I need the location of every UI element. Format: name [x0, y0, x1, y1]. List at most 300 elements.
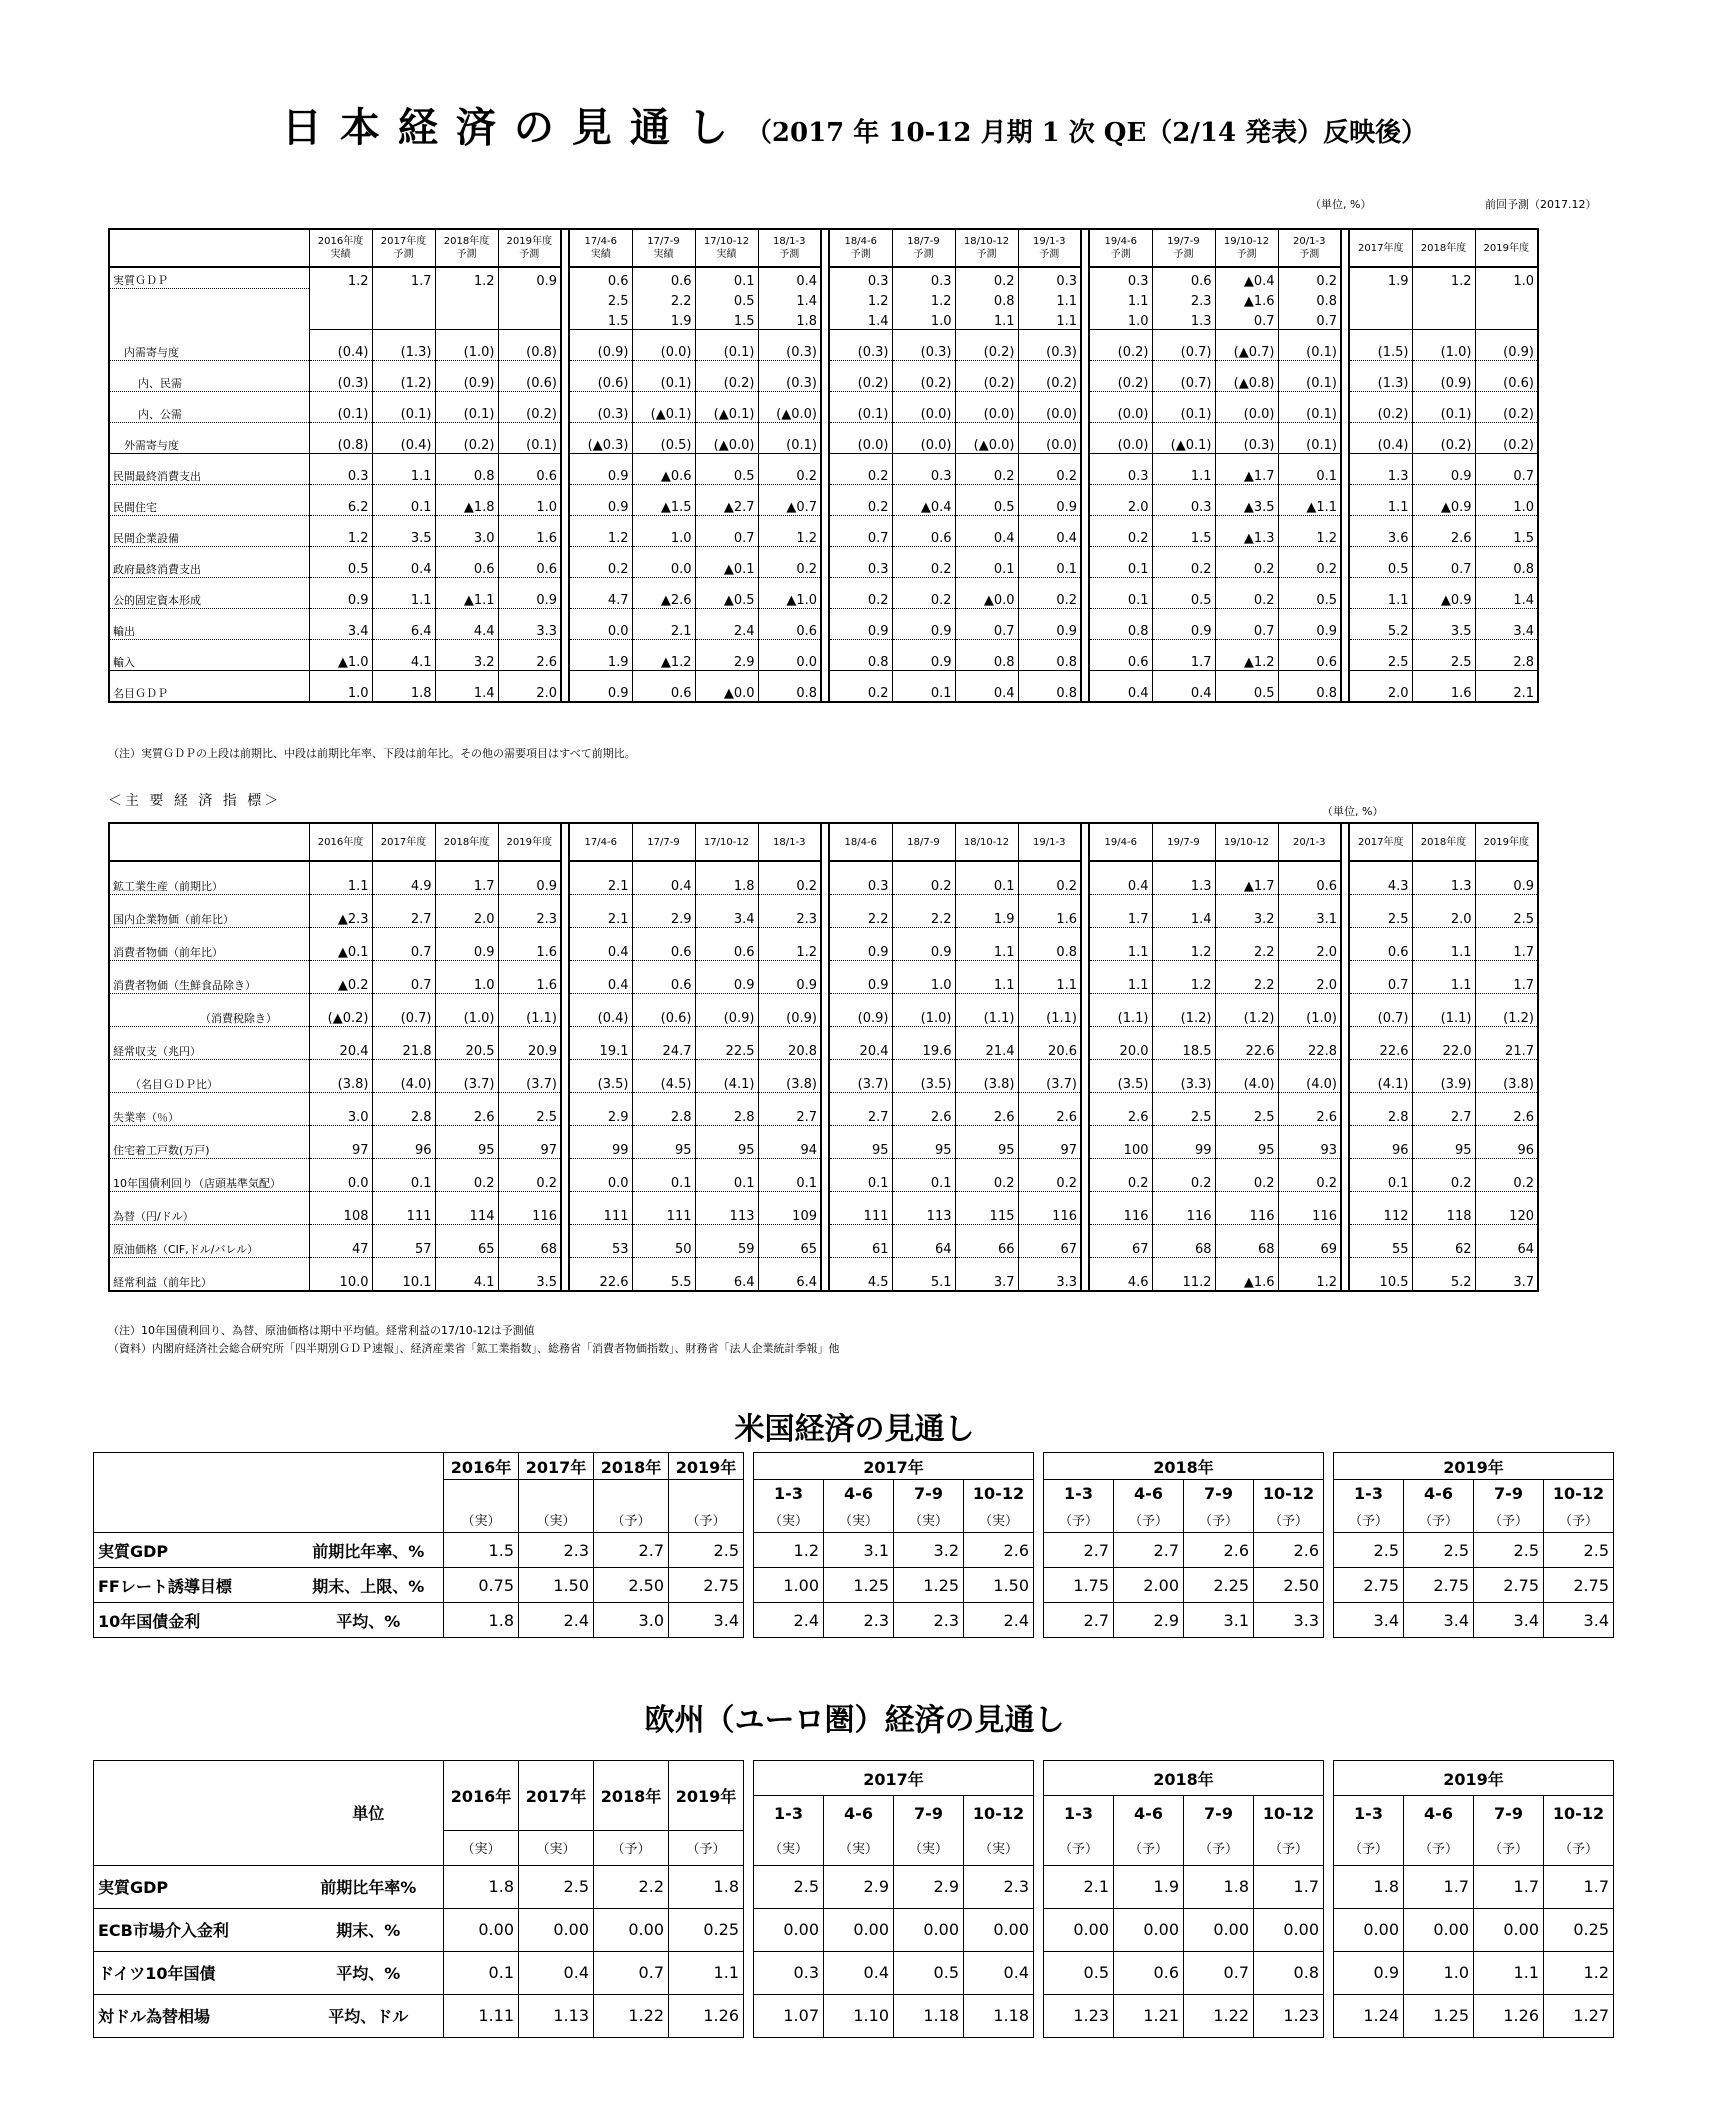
gdp-header-cell: 2019年度 予測 — [498, 229, 561, 267]
gap — [1341, 392, 1349, 423]
gdp-cell: 1.8 — [372, 671, 435, 703]
ind-cell: 0.2 — [955, 1159, 1018, 1192]
gap — [1341, 961, 1349, 994]
us-cell: 2.6 — [1184, 1533, 1254, 1568]
eu-cell: 0.5 — [1044, 1951, 1114, 1994]
us-cell: 3.2 — [894, 1533, 964, 1568]
ind-cell: 0.2 — [1215, 1159, 1278, 1192]
gdp-cell: 0.3 — [829, 547, 892, 578]
gdp-cell: ▲1.2 — [632, 640, 695, 671]
gap — [1081, 1093, 1089, 1126]
gdp-cell: 1.7 — [372, 267, 435, 289]
gdp-cell: (0.3) — [1215, 423, 1278, 454]
gdp-cell: ▲1.1 — [1278, 485, 1341, 516]
ind-cell: (1.2) — [1152, 994, 1215, 1027]
eu-cell: 0.7 — [1184, 1951, 1254, 1994]
ind-row — [109, 1258, 1538, 1292]
eu-cell: 0.3 — [754, 1951, 824, 1994]
eu-quarter: 1-3 — [1334, 1796, 1404, 1831]
ind-cell: 0.6 — [695, 928, 758, 961]
ind-cell: 0.1 — [829, 1159, 892, 1192]
us-quarter: 1-3 — [754, 1480, 824, 1507]
gap — [744, 1568, 754, 1603]
ind-cell: 1.7 — [1475, 961, 1538, 994]
gdp-cell: 0.0 — [632, 547, 695, 578]
us-cell: 2.50 — [594, 1568, 669, 1603]
gap — [744, 1603, 754, 1638]
ind-cell: ▲1.7 — [1215, 861, 1278, 895]
ind-row-label: 国内企業物価（前年比） — [109, 895, 309, 928]
ind-cell: 50 — [632, 1225, 695, 1258]
ind-header-cell: 19/7-9 — [1152, 823, 1215, 861]
us-quarter: 10-12 — [1254, 1480, 1324, 1507]
gdp-row — [109, 547, 1538, 578]
ind-cell: 2.9 — [632, 895, 695, 928]
ind-cell: 19.1 — [569, 1027, 632, 1060]
ind-cell: (0.4) — [569, 994, 632, 1027]
gdp-row — [109, 330, 1538, 361]
ind-header-cell: 2019年度 — [498, 823, 561, 861]
gdp-cell: (0.0) — [1018, 423, 1081, 454]
eu-cell: 0.00 — [594, 1908, 669, 1951]
eu-cell: 1.9 — [1114, 1865, 1184, 1908]
gap — [561, 1192, 569, 1225]
us-cell: 2.6 — [1254, 1533, 1324, 1568]
gdp-cell: 0.8 — [1089, 609, 1152, 640]
ind-cell: (3.7) — [435, 1060, 498, 1093]
ind-cell: 3.7 — [955, 1258, 1018, 1292]
ind-cell: 2.8 — [695, 1093, 758, 1126]
gdp-cell: ▲0.9 — [1412, 485, 1475, 516]
ind-header-cell: 19/4-6 — [1089, 823, 1152, 861]
eu-quarter-mark: （予） — [1044, 1830, 1114, 1865]
eu-cell: 0.00 — [1334, 1908, 1404, 1951]
gap — [1034, 1761, 1044, 1796]
ind-header-cell: 18/4-6 — [829, 823, 892, 861]
gdp-cell: 1.2 — [1278, 516, 1341, 547]
us-header-row — [94, 1453, 1614, 1480]
gdp-cell: 0.1 — [1089, 578, 1152, 609]
us-row — [94, 1568, 1614, 1603]
gap — [1341, 267, 1349, 289]
us-group-year: 2017年 — [754, 1453, 1034, 1480]
ind-cell: (4.0) — [1278, 1060, 1341, 1093]
gap — [1081, 330, 1089, 361]
gdp-cell: 0.6 — [435, 547, 498, 578]
gdp-cell: 1.1 — [1018, 309, 1081, 330]
ind-cell: 0.9 — [498, 861, 561, 895]
gap — [821, 961, 829, 994]
gdp-header-cell: 2017年度 予測 — [372, 229, 435, 267]
gap — [1081, 609, 1089, 640]
ind-cell: 1.1 — [1412, 928, 1475, 961]
ind-header-cell: 2018年度 — [435, 823, 498, 861]
gdp-header-cell: 18/4-6 予測 — [829, 229, 892, 267]
eu-row-label: ドイツ10年国債 — [94, 1951, 294, 1994]
gdp-cell: (0.6) — [1475, 361, 1538, 392]
gdp-cell: 0.9 — [829, 609, 892, 640]
gap — [1324, 1761, 1334, 1796]
gdp-cell: ▲0.0 — [695, 671, 758, 703]
eu-quarter-mark: （予） — [1544, 1830, 1614, 1865]
gdp-cell: 1.2 — [758, 516, 821, 547]
ind-cell: 47 — [309, 1225, 372, 1258]
ind-header-cell: 18/7-9 — [892, 823, 955, 861]
ind-cell: 100 — [1089, 1126, 1152, 1159]
gap — [1081, 671, 1089, 703]
gdp-cell: 0.2 — [829, 485, 892, 516]
gap — [744, 1533, 754, 1568]
gdp-header-cell: 17/10-12 実績 — [695, 229, 758, 267]
gdp-cell: 0.4 — [372, 547, 435, 578]
eu-cell: 2.9 — [824, 1865, 894, 1908]
gdp-cell: 3.4 — [1475, 609, 1538, 640]
ind-cell: 2.2 — [1215, 928, 1278, 961]
gdp-cell: 1.6 — [1412, 671, 1475, 703]
gdp-cell: ▲1.8 — [435, 485, 498, 516]
us-quarter-mark: （予） — [1474, 1506, 1544, 1533]
ind-cell: (1.2) — [1475, 994, 1538, 1027]
gdp-row — [109, 423, 1538, 454]
gdp-cell: (0.1) — [758, 423, 821, 454]
gdp-cell: 1.2 — [309, 267, 372, 289]
ind-cell: 112 — [1349, 1192, 1412, 1225]
gap — [1324, 1830, 1334, 1865]
us-cell: 2.9 — [1114, 1603, 1184, 1638]
eu-cell: 0.1 — [444, 1951, 519, 1994]
ind-cell: (3.8) — [309, 1060, 372, 1093]
gdp-cell: ▲1.1 — [435, 578, 498, 609]
gdp-row-label: 輸出 — [109, 609, 309, 640]
unit-label-2: （単位, %） — [1322, 805, 1384, 818]
gap — [1341, 609, 1349, 640]
gdp-header-cell: 19/10-12 予測 — [1215, 229, 1278, 267]
ind-cell: 96 — [1475, 1126, 1538, 1159]
gdp-cell: 3.2 — [435, 640, 498, 671]
gap — [821, 928, 829, 961]
gdp-cell: 1.0 — [1475, 267, 1538, 289]
gdp-header-cell: 20/1-3 予測 — [1278, 229, 1341, 267]
ind-row — [109, 861, 1538, 895]
us-cell: 2.75 — [1474, 1568, 1544, 1603]
gap — [561, 516, 569, 547]
eu-cell: 2.2 — [594, 1865, 669, 1908]
gdp-header-cell: 17/7-9 実績 — [632, 229, 695, 267]
ind-cell: 0.9 — [829, 961, 892, 994]
eu-cell: 0.00 — [1114, 1908, 1184, 1951]
gap — [561, 229, 569, 267]
gdp-header-cell: 2018年度 — [1412, 229, 1475, 267]
us-row — [94, 1603, 1614, 1638]
gap — [1034, 1908, 1044, 1951]
ind-cell: 3.0 — [309, 1093, 372, 1126]
ind-cell: (3.5) — [1089, 1060, 1152, 1093]
us-quarter-mark: （実） — [964, 1506, 1034, 1533]
gdp-cell: 0.7 — [1412, 547, 1475, 578]
gdp-cell: (0.2) — [435, 423, 498, 454]
gdp-cell: (0.0) — [1018, 392, 1081, 423]
ind-row — [109, 1093, 1538, 1126]
eu-row-unit: 平均、% — [294, 1951, 444, 1994]
eu-cell: 0.25 — [669, 1908, 744, 1951]
ind-row-label: 鉱工業生産（前期比） — [109, 861, 309, 895]
gdp-row — [109, 640, 1538, 671]
ind-cell: 6.4 — [695, 1258, 758, 1292]
ind-cell: ▲0.2 — [309, 961, 372, 994]
gdp-cell: (0.9) — [435, 361, 498, 392]
us-quarter-mark: （予） — [1044, 1506, 1114, 1533]
ind-cell: 2.7 — [758, 1093, 821, 1126]
us-row-unit: 前期比年率、% — [294, 1533, 444, 1568]
eu-quarter: 4-6 — [1404, 1796, 1474, 1831]
eu-group-year: 2018年 — [1044, 1761, 1324, 1796]
eu-row-unit: 期末、% — [294, 1908, 444, 1951]
gap — [1081, 361, 1089, 392]
gap — [1341, 578, 1349, 609]
ind-cell: 95 — [829, 1126, 892, 1159]
gap — [561, 861, 569, 895]
ind-cell: 0.7 — [1349, 961, 1412, 994]
eu-cell: 0.25 — [1544, 1908, 1614, 1951]
us-cell: 2.5 — [1544, 1533, 1614, 1568]
ind-cell: 0.9 — [758, 961, 821, 994]
ind-cell: 1.4 — [1152, 895, 1215, 928]
ind-cell: 0.0 — [569, 1159, 632, 1192]
ind-cell: 2.1 — [569, 895, 632, 928]
ind-cell: 94 — [758, 1126, 821, 1159]
gdp-cell: 4.7 — [569, 578, 632, 609]
eu-cell: 1.23 — [1254, 1994, 1324, 2037]
eu-quarter-mark: （実） — [754, 1830, 824, 1865]
gap — [821, 609, 829, 640]
ind-cell: 0.2 — [758, 861, 821, 895]
gdp-cell: (0.3) — [758, 330, 821, 361]
ind-row-label: （消費税除き） — [109, 994, 309, 1027]
gdp-cell: 0.4 — [955, 516, 1018, 547]
gdp-header-cell: 19/1-3 予測 — [1018, 229, 1081, 267]
gap — [821, 823, 829, 861]
ind-cell: 2.8 — [1349, 1093, 1412, 1126]
gap — [1034, 1865, 1044, 1908]
gdp-forecast-table — [108, 228, 1539, 703]
gdp-header-cell: 2018年度 予測 — [435, 229, 498, 267]
ind-cell: 2.6 — [1278, 1093, 1341, 1126]
gdp-row-label: 公的固定資本形成 — [109, 578, 309, 609]
eu-cell: 1.26 — [669, 1994, 744, 2037]
ind-row-label: 10年国債利回り（店頭基準気配） — [109, 1159, 309, 1192]
gdp-row — [109, 454, 1538, 485]
eu-unit-header: 単位 — [294, 1761, 444, 1866]
gap — [821, 423, 829, 454]
gdp-cell: (0.2) — [955, 361, 1018, 392]
ind-cell: 1.2 — [1152, 928, 1215, 961]
gdp-cell: (0.3) — [829, 330, 892, 361]
gap — [1081, 578, 1089, 609]
gdp-cell — [1412, 289, 1475, 310]
gdp-cell: ▲0.4 — [1215, 267, 1278, 289]
gdp-cell — [1412, 309, 1475, 330]
gdp-cell: 0.4 — [1018, 516, 1081, 547]
eu-cell: 0.4 — [519, 1951, 594, 1994]
note-indicator: （注）10年国債利回り、為替、原油価格は期中平均値。経常利益の17/10-12は予測値 — [108, 1324, 535, 1337]
ind-cell: 10.5 — [1349, 1258, 1412, 1292]
gdp-cell: 0.8 — [955, 289, 1018, 310]
gdp-cell: (0.0) — [892, 423, 955, 454]
gdp-cell: 1.1 — [1349, 485, 1412, 516]
eu-cell: 1.0 — [1404, 1951, 1474, 1994]
ind-cell: 21.8 — [372, 1027, 435, 1060]
us-quarter-mark: （予） — [1184, 1506, 1254, 1533]
gap — [821, 289, 829, 310]
us-quarter: 10-12 — [964, 1480, 1034, 1507]
ind-cell: 57 — [372, 1225, 435, 1258]
ind-cell: 2.5 — [1349, 895, 1412, 928]
gdp-cell: 0.5 — [1278, 578, 1341, 609]
ind-cell: 0.2 — [498, 1159, 561, 1192]
ind-row-label: 消費者物価（前年比） — [109, 928, 309, 961]
ind-cell: 2.0 — [1278, 928, 1341, 961]
gap — [1034, 1603, 1044, 1638]
ind-cell: 3.2 — [1215, 895, 1278, 928]
gap — [561, 609, 569, 640]
ind-cell: (4.0) — [372, 1060, 435, 1093]
ind-cell: 2.5 — [1215, 1093, 1278, 1126]
gdp-cell: (0.3) — [569, 392, 632, 423]
eu-cell: 1.26 — [1474, 1994, 1544, 2037]
us-cell: 3.1 — [1184, 1603, 1254, 1638]
gap — [821, 1159, 829, 1192]
eu-cell: 0.9 — [1334, 1951, 1404, 1994]
ind-cell: 2.6 — [1089, 1093, 1152, 1126]
eu-cell: 0.5 — [894, 1951, 964, 1994]
eu-year: 2019年 — [669, 1761, 744, 1831]
gdp-cell: 0.6 — [569, 267, 632, 289]
eu-cell: 1.21 — [1114, 1994, 1184, 2037]
us-quarter-mark: （予） — [1254, 1506, 1324, 1533]
gdp-cell: 0.6 — [758, 609, 821, 640]
us-year-mark: （実） — [519, 1506, 594, 1533]
eu-cell: 0.00 — [519, 1908, 594, 1951]
eu-cell: 1.8 — [1334, 1865, 1404, 1908]
us-cell: 1.75 — [1044, 1568, 1114, 1603]
us-cell: 2.5 — [669, 1533, 744, 1568]
prev-forecast-label: 前回予測（2017.12） — [1485, 198, 1597, 211]
gdp-cell: 0.4 — [1089, 671, 1152, 703]
gdp-cell: 1.1 — [1089, 289, 1152, 310]
gdp-cell: 0.2 — [955, 454, 1018, 485]
eu-cell: 0.00 — [1044, 1908, 1114, 1951]
gap — [1081, 928, 1089, 961]
gdp-cell: 2.0 — [1349, 671, 1412, 703]
gdp-cell: 2.4 — [695, 609, 758, 640]
gdp-cell: 1.0 — [498, 485, 561, 516]
gdp-cell: 1.2 — [309, 516, 372, 547]
gdp-row-label: 内、公需 — [109, 392, 309, 423]
gdp-cell: 2.1 — [1475, 671, 1538, 703]
ind-cell: 10.1 — [372, 1258, 435, 1292]
gap — [561, 823, 569, 861]
ind-cell: 18.5 — [1152, 1027, 1215, 1060]
gdp-cell: 3.5 — [1412, 609, 1475, 640]
ind-cell: 0.2 — [892, 861, 955, 895]
gdp-cell: 1.5 — [1475, 516, 1538, 547]
gdp-cell: 0.9 — [1412, 454, 1475, 485]
us-year: 2017年 — [519, 1453, 594, 1480]
gap — [1081, 1258, 1089, 1292]
gdp-header-row — [109, 229, 1538, 267]
blank — [669, 1480, 744, 1507]
gdp-row-label: 内需寄与度 — [109, 330, 309, 361]
us-cell: 2.5 — [1474, 1533, 1544, 1568]
gdp-cell: (0.1) — [1278, 361, 1341, 392]
ind-cell: (4.1) — [695, 1060, 758, 1093]
gdp-cell: 1.4 — [435, 671, 498, 703]
ind-cell: 0.9 — [1475, 861, 1538, 895]
gdp-cell: 6.2 — [309, 485, 372, 516]
gdp-cell: (0.4) — [1349, 423, 1412, 454]
ind-row — [109, 1126, 1538, 1159]
us-quarter-mark: （実） — [824, 1506, 894, 1533]
eu-cell: 0.00 — [894, 1908, 964, 1951]
gdp-cell — [309, 309, 372, 330]
gap — [744, 1865, 754, 1908]
gdp-cell: (0.2) — [695, 361, 758, 392]
ind-cell: 65 — [435, 1225, 498, 1258]
us-quarter-mark: （予） — [1404, 1506, 1474, 1533]
gdp-cell: (1.5) — [1349, 330, 1412, 361]
gdp-cell: 0.6 — [1089, 640, 1152, 671]
eu-quarter-mark: （予） — [1404, 1830, 1474, 1865]
eu-forecast-table — [93, 1760, 1614, 2038]
us-cell: 2.7 — [1044, 1603, 1114, 1638]
ind-row-label: 経常利益（前年比） — [109, 1258, 309, 1292]
gdp-cell: (0.2) — [1475, 423, 1538, 454]
gdp-cell: 1.3 — [1152, 309, 1215, 330]
gap — [1034, 1568, 1044, 1603]
gap — [1034, 1480, 1044, 1507]
ind-cell: 95 — [1215, 1126, 1278, 1159]
gdp-cell: 0.9 — [309, 578, 372, 609]
ind-cell: 2.1 — [569, 861, 632, 895]
gdp-cell: (▲0.1) — [695, 392, 758, 423]
us-quarter: 10-12 — [1544, 1480, 1614, 1507]
gdp-cell — [498, 289, 561, 310]
us-cell: 2.5 — [1404, 1533, 1474, 1568]
gdp-cell: 0.3 — [892, 454, 955, 485]
us-year: 2018年 — [594, 1453, 669, 1480]
gdp-cell — [372, 289, 435, 310]
gap — [821, 485, 829, 516]
gdp-cell: (0.5) — [632, 423, 695, 454]
gap — [1341, 823, 1349, 861]
gap — [821, 361, 829, 392]
page-title — [0, 96, 1709, 153]
us-cell: 1.2 — [754, 1533, 824, 1568]
gdp-cell: 0.9 — [569, 454, 632, 485]
ind-cell: 115 — [955, 1192, 1018, 1225]
us-cell: 3.4 — [1544, 1603, 1614, 1638]
us-cell: 2.7 — [1114, 1533, 1184, 1568]
ind-cell: 2.6 — [892, 1093, 955, 1126]
eu-cell: 0.7 — [594, 1951, 669, 1994]
gap — [744, 1506, 754, 1533]
gdp-cell: 0.6 — [498, 454, 561, 485]
ind-cell: 2.7 — [1412, 1093, 1475, 1126]
us-cell: 2.6 — [964, 1533, 1034, 1568]
gdp-cell: 0.8 — [955, 640, 1018, 671]
gap — [1081, 1060, 1089, 1093]
ind-cell: (1.1) — [955, 994, 1018, 1027]
